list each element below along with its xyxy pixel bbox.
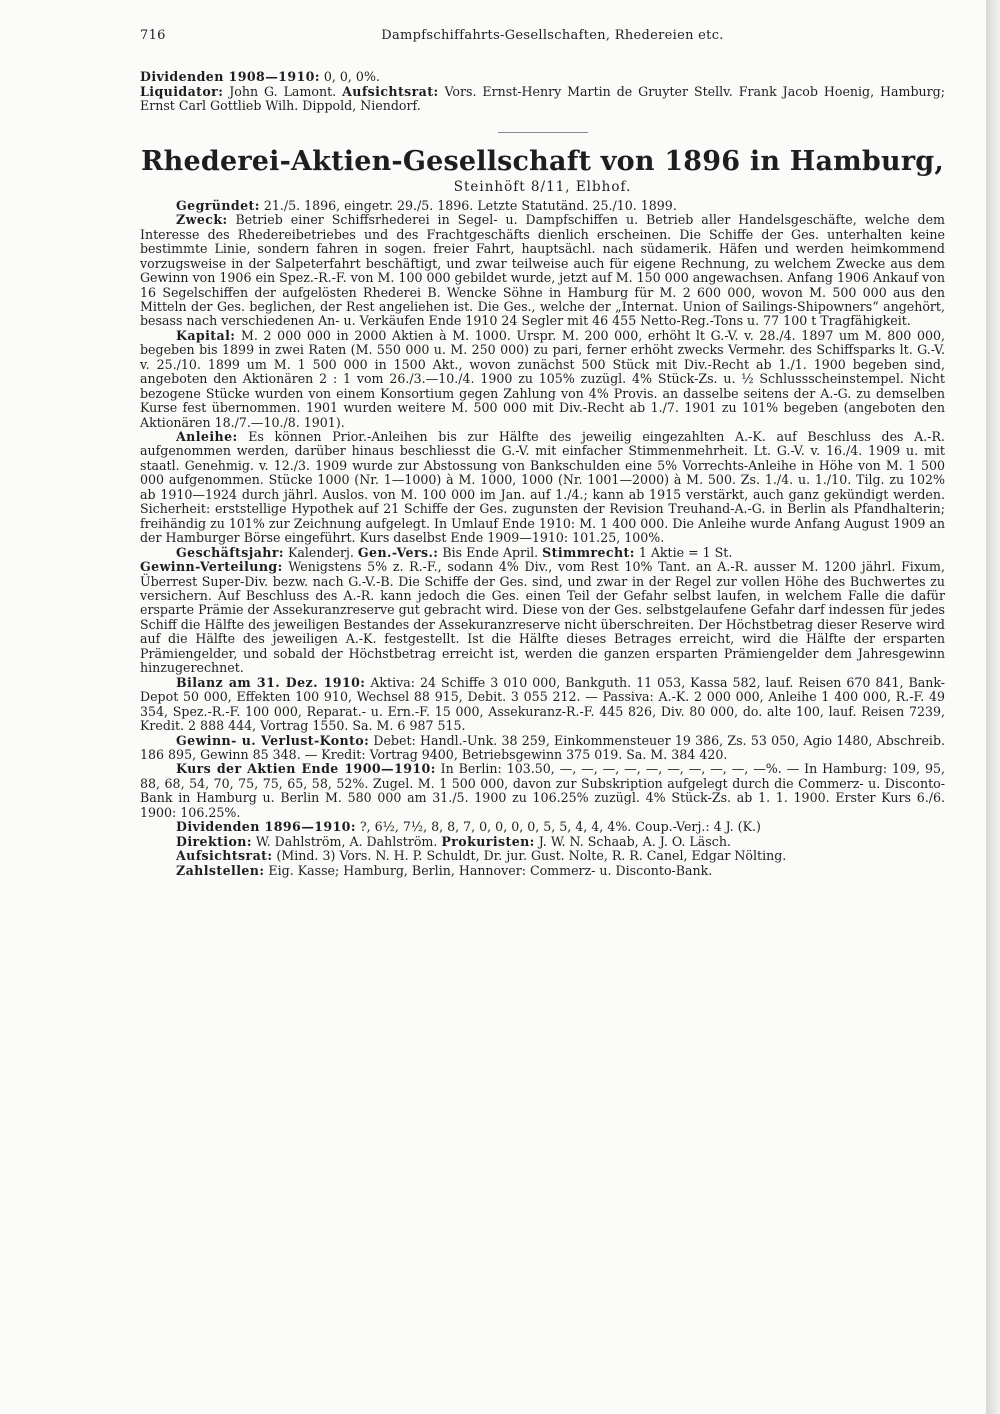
section-text: Wenigstens 5% z. R.-F., sodann 4% Div., vom Rest 10% Tant. an A.-R. ausser M. 1200 jährl. Fixum, Überrest Super-Div. bezw. nach G.-V.-B. Die Schiffe der Ges. sind, und zwar in der Regel zur vollen Höhe des Buchwertes zu versichern. Auf Beschluss des A.-R. kann jedoch die Ges. einen Teil der Gefahr selbst laufen, in welchem Falle die dafür ersparte Prämie der Assekuranzreserve gut gebracht wird. Diese von der Ges. selbstgelaufene Gefahr darf indessen für jedes Schiff die Hälfte des jeweiligen Bestandes der Assekuranzreserve nicht überschreiten. Der Höchstbetrag dieser Reserve wird auf die Hälfte des jeweiligen A.-K. festgestellt. Ist die Hälfte dieses Betrages erreicht, wird die Hälfte der ersparten Prämiengelder, und sobald der Höchstbetrag erreicht ist, werden die ganzen ersparten Prämiengelder dem Jahresgewinn hinzugerechnet. — [140, 559, 945, 676]
section-label: Zahlstellen: — [176, 862, 265, 878]
section-management — [140, 835, 945, 849]
section-text: (Mind. 3) Vors. N. H. P. Schuldt, Dr. jur. Gust. Nolte, R. R. Canel, Edgar Nölting. — [272, 848, 787, 864]
company-address: Steinhöft 8/11, Elbhof. — [453, 178, 632, 195]
section-label: Dividenden 1896—1910: — [176, 819, 356, 835]
section-dividends — [140, 820, 945, 834]
section-text: Aktiva: 24 Schiffe 3 010 000, Bankguth. 11 053, Kassa 582, lauf. Reisen 670 841, Bank-Depot 50 000, Effekten 100 910, Wechsel 88 915, Debit. 3 055 212. — Passiva: A.-K. 2 000 000, Anleihe 1 400 000, R.-F. 49 354, Spez.-R.-F. 100 000, Reparat.- u. Ern.-F. 15 000, Assekuranz-R.-F. 445 826, Div. 80 000, do. alte 100, lauf. Reisen 7239, Kredit. 2 888 444, Vortrag 1550. Sa. M. 6 987 515. — [140, 674, 945, 734]
section-text: Eig. Kasse; Hamburg, Berlin, Hannover: Commerz- u. Disconto-Bank. — [264, 862, 713, 878]
previous-dividends-text: 0, 0, 0%. — [319, 69, 380, 84]
section-paying-agents — [140, 864, 945, 878]
section-share-price — [140, 762, 945, 820]
section-text: M. 2 000 000 in 2000 Aktien à M. 1000. Urspr. M. 200 000, erhöht lt G.-V. v. 28./4. 1897 um M. 800 000, begeben bis 1899 in zwei Raten (M. 550 000 u. M. 250 000) zu pari, ferner erhöht zwecks Vermehr. des Schiffsparks lt. G.-V. v. 25./10. 1899 um M. 1 500 000 in 1500 Akt., wovon zunächst 500 Stück mit Div.-Recht ab 1./1. 1900 begeben sind, angeboten den Aktionären 2 : 1 vom 26./3.—10./4. 1900 zu 105% zuzügl. 4% Stück-Zs. u. ½ Schlussscheinstempel. Nicht bezogene Stücke wurden von einem Konsortium gegen Zahlung von 4% Provis. an dasselbe seitens der A.-G. zu demselben Kurse fest übernommen. 1901 wurden weitere M. 500 000 mit Div.-Recht ab 1./7. 1901 zu 101% begeben (angeboten den Aktionären 18./7.—10./8. 1901). — [140, 327, 945, 430]
section-balance-sheet — [140, 676, 945, 734]
section-label: Gegründet: — [176, 197, 260, 213]
section-label: Direktion: — [176, 833, 252, 849]
section-business-year — [140, 546, 945, 560]
section-text: 21./5. 1896, eingetr. 29./5. 1896. Letzte Statutänd. 25./10. 1899. — [259, 197, 677, 213]
section-profit-loss — [140, 734, 945, 763]
section-text: Debet: Handl.-Unk. 38 259, Einkommensteuer 19 386, Zs. 53 050, Agio 1480, Abschreib. 186 895, Gewinn 85 348. — Kredit: Vortrag 9400, Betriebsgewinn 375 019. Sa. M. 384 420. — [140, 732, 946, 762]
section-label: Gewinn-Verteilung: — [140, 559, 283, 575]
section-label: Kapital: — [176, 327, 236, 343]
section-label: Gewinn- u. Verlust-Konto: — [176, 732, 370, 748]
section-text-procurators: J. W. N. Schaab, A. J. O. Läsch. — [534, 833, 731, 849]
section-text: ?, 6½, 7½, 8, 8, 7, 0, 0, 0, 0, 5, 5, 4, 4, 4%. Coup.-Verj.: 4 J. (K.) — [355, 819, 761, 835]
previous-board-label: Aufsichtsrat: — [342, 83, 439, 99]
section-profit-distribution — [140, 560, 945, 676]
previous-officers-line — [140, 85, 945, 114]
running-header — [140, 28, 945, 52]
liquidator-label: Liquidator: — [140, 83, 224, 99]
section-label: Aufsichtsrat: — [176, 848, 273, 864]
section-purpose — [140, 213, 945, 329]
previous-dividends-line — [140, 70, 945, 85]
section-label-general-meeting: Gen.-Vers.: — [357, 544, 439, 560]
previous-entry-tail — [140, 70, 945, 114]
adjacent-page-edge — [986, 0, 1000, 1414]
previous-board-text: Vors. Ernst-Henry Martin de Gruyter Stellv. Frank Jacob Hoenig, Hamburg; Ernst Carl Gottlieb Wilh. Dippold, Niendorf. — [140, 83, 945, 114]
section-label-voting-right: Stimmrecht: — [542, 544, 635, 560]
section-capital — [140, 329, 945, 430]
section-text-voting-right: 1 Aktie = 1 St. — [634, 544, 733, 560]
section-text-general-meeting: Bis Ende April. — [438, 544, 543, 560]
company-entry-body — [140, 199, 945, 878]
section-divider — [498, 132, 588, 133]
section-founded — [140, 199, 945, 213]
section-label: Anleihe: — [176, 429, 238, 445]
section-text: Es können Prior.-Anleihen bis zur Hälfte des jeweilig eingezahlten A.-K. auf Beschluss des A.-R. aufgenommen werden, darüber hinaus beschliesst die G.-V. mit einfacher Stimmenmehrheit. Lt. G.-V. v. 16./4. 1909 u. mit staatl. Genehmig. v. 12./3. 1909 wurde zur Abstossung von Bankschulden eine 5% Vorrechts-Anleihe in Höhe von M. 1 500 000 aufgenommen. Stücke 1000 (Nr. 1—1000) à M. 1000, 1000 (Nr. 1001—2000) à M. 500. Zs. 1./4. u. 1./10. Tilg. zu 102% ab 1910—1924 durch jährl. Auslos. von M. 100 000 im Jan. auf 1./4.; kann ab 1915 verstärkt, auch ganz gekündigt werden. Sicherheit: erststellige Hypothek auf 21 Schiffe der Ges. zugunsten der Revision Treuhand-A.-G. in Berlin als Pfandhalterin; freihändig zu 101% zur Zeichnung aufgelegt. In Umlauf Ende 1910: M. 1 400 000. Die Anleihe wurde Anfang August 1909 an der Hamburger Börse eingeführt. Kurs daselbst Ende 1909—1910: 101.25, 100%. — [140, 429, 945, 546]
page-content — [140, 28, 945, 878]
section-supervisory-board — [140, 849, 945, 863]
section-text: In Berlin: 103.50, —, —, —, —, —, —, —, —, —, —%. — In Hamburg: 109, 95, 88, 68, 54, 70, 75, 75, 65, 58, 52%. Zugel. M. 1 500 000, davon zur Subskription aufgelegt durch die Commerz- u. Disconto-Bank in Hamburg u. Berlin M. 580 000 am 31./5. 1900 zu 106.25% zuzügl. 4% Stück-Zs. ab 1. 1. 1900. Erster Kurs 6./6. 1900: 106.25%. — [140, 761, 945, 820]
section-loan — [140, 430, 945, 546]
company-title: Rhederei-Aktien-Gesellschaft von 1896 in Hamburg, — [141, 145, 944, 177]
previous-dividends-label: Dividenden 1908—1910: — [140, 69, 320, 84]
section-label: Zweck: — [176, 212, 228, 228]
section-label: Bilanz am 31. Dez. 1910: — [176, 674, 366, 690]
section-label-procurators: Prokuristen: — [441, 833, 535, 849]
section-text: W. Dahlström, A. Dahlström. — [251, 833, 442, 849]
page-number: 716 — [140, 28, 166, 43]
section-text: Betrieb einer Schiffsrhederei in Segel- u. Dampfschiffen u. Betrieb aller Handelsgeschäfte, welche dem Interesse des Rhedereibetriebes und des Frachtgeschäfts dienlich erscheinen. Die Schiffe der Ges. unterhalten keine bestimmte Linie, sondern fahren in sogen. freier Fahrt, hauptsächl. nach südamerik. Häfen und werden heimkommend vorzugsweise in der Salpeterfahrt beschäftigt, und zwar teilweise auch für eigene Rechnung, zu welchem Zwecke aus dem Gewinn von 1906 ein Spez.-R.-F. von M. 100 000 gebildet wurde, jetzt auf M. 150 000 angewachsen. Anfang 1906 Ankauf von 16 Segelschiffen der aufgelösten Rhederei B. Wencke Söhne in Hamburg für M. 2 600 000, wovon M. 500 000 aus den Mitteln der Ges. beglichen, der Rest angeliehen ist. Die Ges., welche der „Internat. Union of Sailings-Shipowners“ angehört, besass nach verschiedenen An- u. Verkäufen Ende 1910 24 Segler mit 46 455 Netto-Reg.-Tons u. 77 100 t Tragfähigkeit. — [140, 212, 945, 329]
section-label: Kurs der Aktien Ende 1900—1910: — [176, 761, 436, 777]
section-text: Kalenderj. — [283, 544, 358, 560]
section-label: Geschäftsjahr: — [176, 544, 284, 560]
running-title: Dampfschiffahrts-Gesellschaften, Rhedereien etc. — [381, 28, 724, 43]
liquidator-text: John G. Lamont. — [223, 83, 343, 99]
